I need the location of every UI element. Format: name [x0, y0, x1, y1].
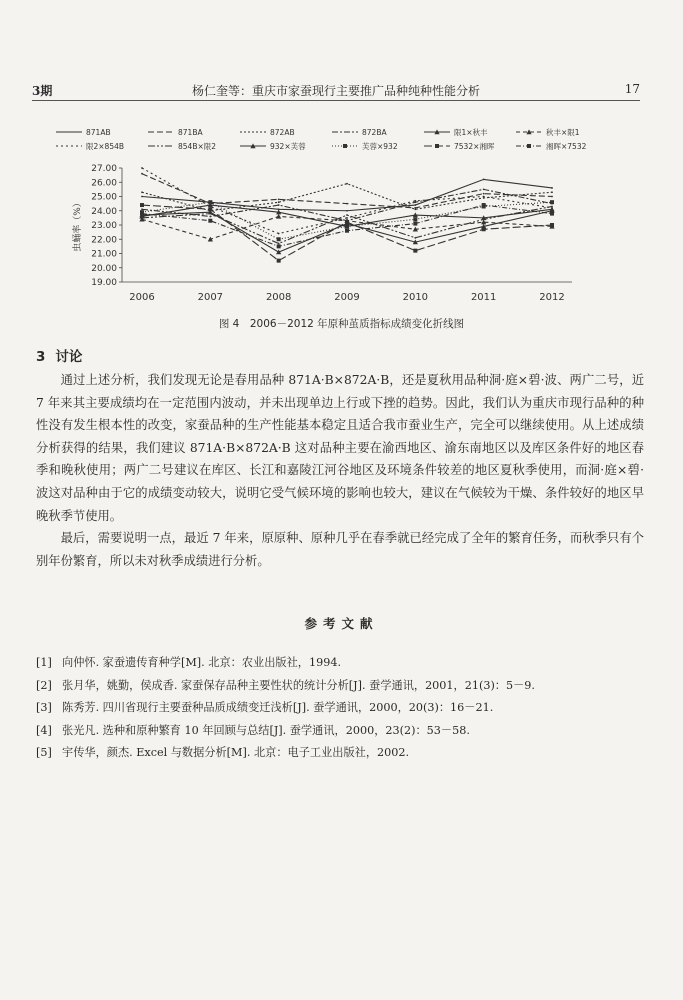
data-point	[208, 219, 212, 223]
legend-label: 限2×854B	[86, 142, 125, 151]
reference-text: 宇传华，颜杰. Excel 与数据分析[M]. 北京：电子工业出版社，2002.	[62, 746, 410, 760]
section-heading	[36, 345, 82, 365]
data-point	[209, 206, 211, 208]
data-point	[140, 212, 144, 216]
y-tick-label: 24.00	[91, 206, 117, 217]
data-point	[414, 204, 416, 206]
data-point	[414, 200, 416, 202]
reference-item	[36, 697, 644, 720]
data-point	[277, 259, 281, 263]
paragraph: 最后，需要说明一点，最近 7 年来，原原种、原种几乎在春季就已经完成了全年的繁育任务，而秋季只有个别年份繁育，所以未对秋季成绩进行分析。	[36, 531, 644, 568]
legend-marker	[435, 144, 439, 148]
data-point	[346, 217, 348, 219]
data-point	[278, 204, 280, 206]
legend-label: 秋丰×限1	[546, 128, 580, 137]
reference-text: 陈秀芳. 四川省现行主要蚕种品质成绩变迁浅析[J]. 蚕学通讯，2000，20(3)：16－21.	[62, 701, 494, 715]
data-point	[550, 200, 554, 204]
data-point	[278, 233, 280, 235]
reference-item	[36, 652, 644, 675]
data-point	[413, 222, 417, 226]
y-tick-label: 22.00	[91, 235, 117, 246]
y-tick-label: 27.00	[91, 164, 117, 174]
y-tick-label: 23.00	[91, 221, 117, 231]
reference-text: 向仲怀. 家蚕遗传育种学[M]. 北京：农业出版社，1994.	[62, 656, 342, 669]
figure-caption: 图 4 2006－2012 年原种茧质指标成绩变化折线图	[218, 318, 465, 330]
legend-label: 湘晖×7532	[546, 142, 587, 151]
line-chart-figure	[52, 118, 612, 333]
reference-list	[36, 652, 644, 765]
data-point	[346, 203, 348, 205]
data-point	[141, 191, 143, 193]
legend-label: 芙蓉×932	[362, 142, 398, 151]
page-number: 17	[624, 82, 640, 96]
data-point	[141, 208, 143, 210]
data-point	[483, 188, 485, 190]
reference-number: [4]	[36, 723, 52, 737]
section-title: 讨论	[55, 349, 83, 365]
x-tick-label: 2007	[197, 292, 224, 303]
y-axis-label: 虫蛹率（%）	[73, 198, 83, 252]
references-title: 参考文献	[304, 616, 379, 631]
reference-number: [2]	[36, 678, 52, 692]
data-point	[413, 217, 417, 221]
running-title: 杨仁奎等：重庆市家蚕现行主要推广品种纯种性能分析	[191, 84, 480, 98]
data-point	[483, 196, 485, 198]
data-point	[483, 179, 485, 181]
data-point	[276, 214, 281, 219]
reference-number: [5]	[36, 746, 52, 760]
data-point	[345, 220, 349, 224]
data-point	[414, 208, 416, 210]
data-point	[346, 214, 348, 216]
data-point	[345, 229, 349, 233]
y-tick-label: 20.00	[91, 263, 117, 274]
x-tick-label: 2008	[265, 292, 292, 303]
body-text	[36, 369, 644, 572]
y-tick-label: 25.00	[91, 192, 117, 203]
data-point	[140, 203, 144, 207]
data-point	[277, 237, 281, 241]
reference-text: 张月华，姚勤，侯成香. 家蚕保存品种主要性状的统计分析[J]. 蚕学通讯，2001，21(3)：5－9.	[62, 678, 535, 692]
reference-text: 张光凡. 选种和原种繁育 10 年回顾与总结[J]. 蚕学通讯，2000，23(2)：53－58.	[62, 723, 470, 737]
reference-item	[36, 742, 644, 765]
reference-item	[36, 675, 644, 698]
data-point	[141, 196, 143, 198]
data-point	[278, 243, 280, 245]
legend-label: 限1×秋丰	[454, 128, 488, 137]
reference-number: [1]	[36, 656, 52, 669]
data-point	[278, 201, 280, 203]
data-point	[551, 191, 553, 193]
legend-label: 872AB	[270, 128, 295, 137]
data-point	[551, 206, 553, 208]
legend-marker	[343, 144, 347, 148]
data-point	[483, 193, 485, 195]
legend-label: 871AB	[86, 128, 111, 137]
data-point	[550, 223, 554, 227]
legend-label: 872BA	[362, 128, 387, 137]
data-point	[346, 210, 348, 212]
data-point	[483, 218, 485, 220]
data-point	[208, 200, 212, 204]
paragraph: 通过上述分析，我们发现无论是春用品种 871A·B×872A·B，还是夏秋用品种洞·庭×碧·波、两广二号，近 7 年来其主要成绩均在一定范围内波动，并未出现单边上行或下挫的趋势。因此，我们认为重庆市现行品种的种性没有发生根本性的改变，家蚕品种的生产性能基本稳定且适合我市蚕业生产，完全可以继续使用。从上述成绩分析获得的结果，我们建议 871A·B×872A·B 这对品种主要在渝西地区、渝东南地区以及库区条件好的地区春季和晚秋使用；两广二号建议在库区、长江和嘉陵江河谷地区及环境条件较差的地区夏秋季使用，而洞·庭×碧·波这对品种由于它的成绩变动较大，说明它受气候环境的影响也较大，建议在气候较为干燥、条件较好的地区早晚秋季节使用。	[36, 373, 644, 523]
section-number: 3	[36, 349, 46, 365]
x-tick-label: 2010	[402, 292, 429, 303]
data-point	[277, 244, 281, 248]
data-point	[551, 196, 553, 198]
data-point	[141, 217, 143, 219]
reference-number: [3]	[36, 701, 52, 715]
legend-label: 7532×湘晖	[454, 142, 495, 151]
legend-label: 854B×限2	[178, 142, 217, 151]
legend-label: 871BA	[178, 128, 203, 137]
data-point	[141, 167, 143, 169]
issue-label: 3期	[32, 84, 53, 98]
data-point	[209, 216, 211, 218]
data-point	[550, 212, 554, 216]
y-tick-label: 26.00	[91, 178, 117, 189]
data-point	[413, 249, 417, 253]
y-tick-label: 21.00	[91, 249, 117, 260]
x-tick-label: 2012	[539, 292, 565, 303]
data-point	[482, 227, 486, 231]
legend-marker	[527, 144, 531, 148]
data-point	[346, 183, 348, 185]
data-point	[551, 187, 553, 189]
series-line	[142, 205, 552, 261]
legend-label: 932×芙蓉	[270, 142, 306, 151]
data-point	[278, 198, 280, 200]
data-point	[482, 203, 486, 207]
data-point	[141, 173, 143, 175]
line-chart	[52, 118, 612, 313]
x-tick-label: 2009	[334, 292, 360, 303]
data-point	[208, 207, 212, 211]
x-tick-label: 2011	[470, 292, 497, 303]
y-tick-label: 19.00	[91, 278, 117, 288]
x-tick-label: 2006	[129, 292, 155, 303]
data-point	[345, 224, 349, 228]
running-header	[32, 78, 640, 101]
reference-item	[36, 720, 644, 743]
data-point	[414, 237, 416, 239]
